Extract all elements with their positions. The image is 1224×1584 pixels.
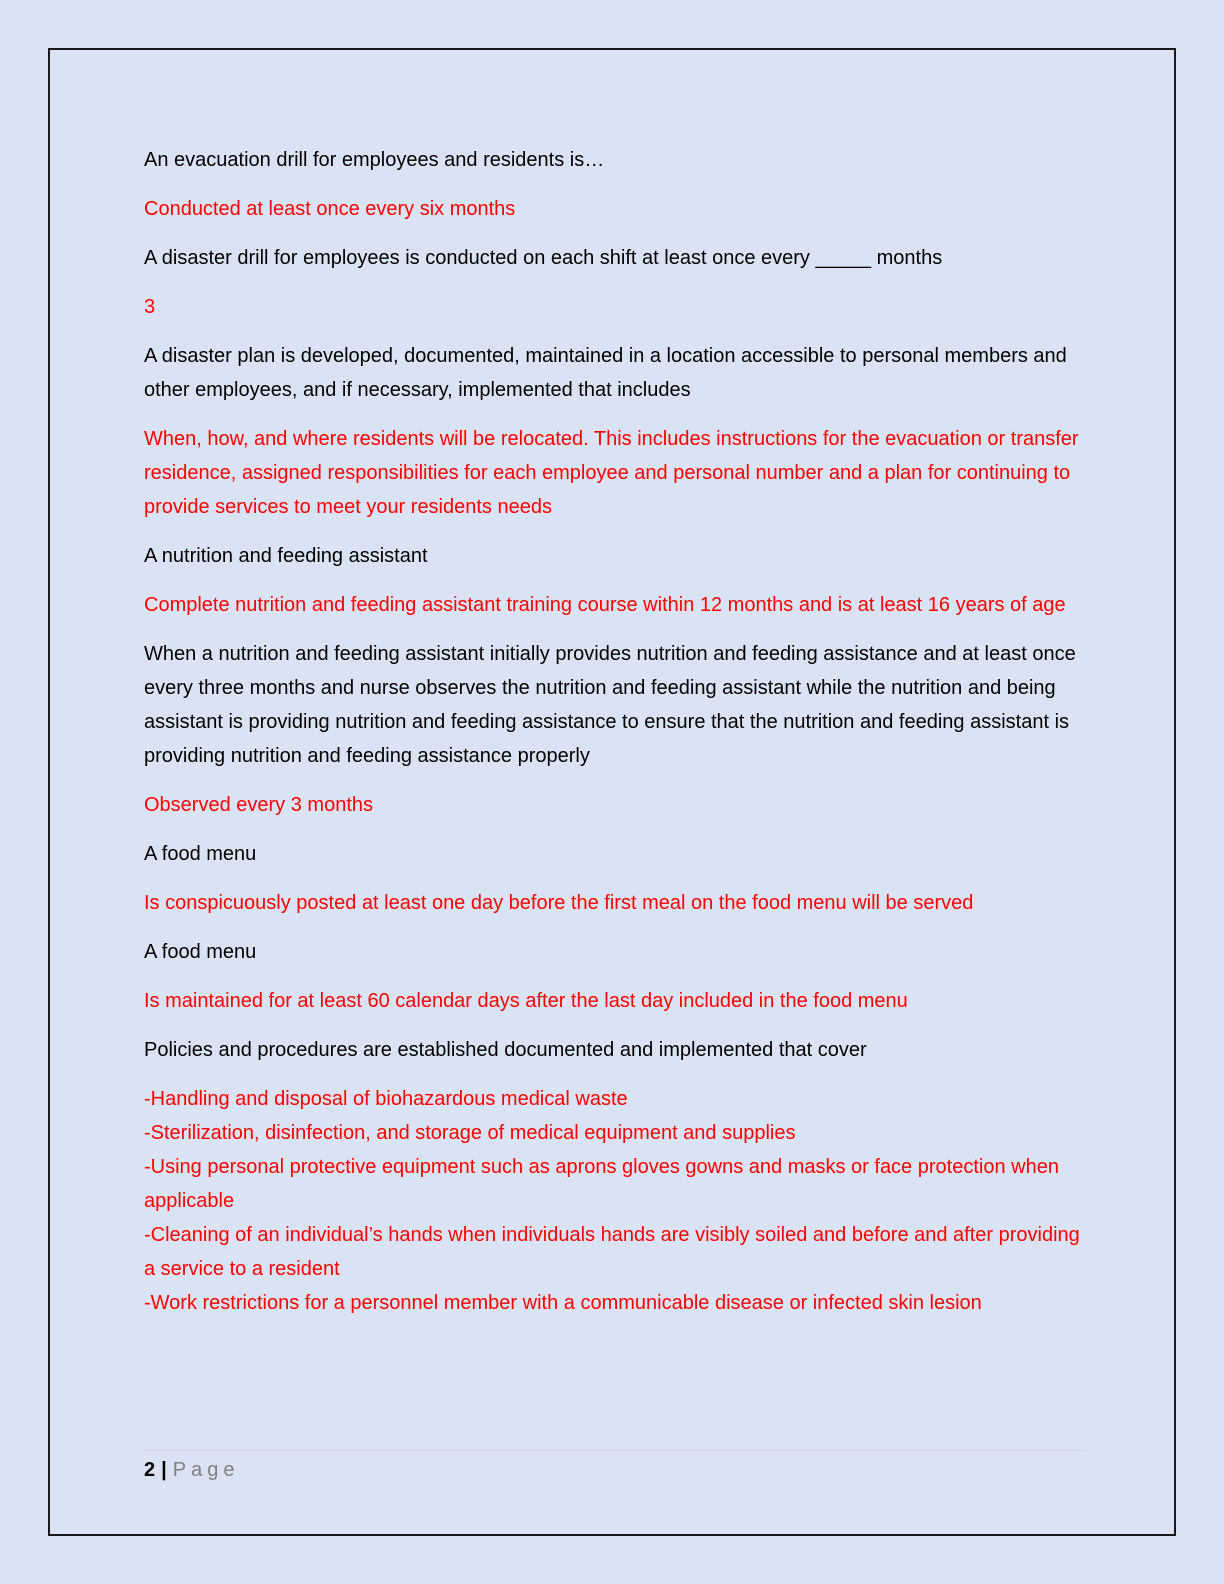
answer-6: Is conspicuously posted at least one day before the first meal on the food menu will be served <box>144 892 974 914</box>
question-7: A food menu <box>144 941 257 963</box>
footer-separator: | <box>161 1459 167 1481</box>
question-1: An evacuation drill for employees and residents is… <box>144 149 605 171</box>
page-label: Page <box>172 1459 240 1481</box>
question-4: A nutrition and feeding assistant <box>144 545 428 567</box>
policy-item: -Handling and disposal of biohazardous medical waste <box>144 1088 628 1110</box>
policy-item: -Sterilization, disinfection, and storage of medical equipment and supplies <box>144 1122 796 1144</box>
policy-item: -Work restrictions for a personnel member with a communicable disease or infected skin lesion <box>144 1292 982 1314</box>
answer-7: Is maintained for at least 60 calendar days after the last day included in the food menu <box>144 990 908 1012</box>
answer-3: When, how, and where residents will be relocated. This includes instructions for the evacuation or transfer residence, assigned responsibilities for each employee and personal number and a plan for continuing to provide services to meet your residents needs <box>144 428 1079 518</box>
question-3: A disaster plan is developed, documented, maintained in a location accessible to personal members and other employees, and if necessary, implemented that includes <box>144 345 1067 401</box>
page-number: 2 <box>144 1459 156 1481</box>
page-footer <box>144 1456 239 1484</box>
answer-5: Observed every 3 months <box>144 794 373 816</box>
answer-1: Conducted at least once every six months <box>144 198 516 220</box>
question-5: When a nutrition and feeding assistant initially provides nutrition and feeding assistance and at least once every three months and nurse observes the nutrition and feeding assistant while the nutrition and being assistant is providing nutrition and feeding assistance to ensure that the nutrition and feeding assistant is providing nutrition and feeding assistance properly <box>144 643 1076 767</box>
question-6: A food menu <box>144 843 257 865</box>
answer-4: Complete nutrition and feeding assistant training course within 12 months and is at least 16 years of age <box>144 594 1066 616</box>
answer-8-policy-list <box>144 1082 1080 1320</box>
document-body <box>144 143 1080 1335</box>
question-2: A disaster drill for employees is conducted on each shift at least once every _____ months <box>144 247 943 269</box>
question-8: Policies and procedures are established documented and implemented that cover <box>144 1039 867 1061</box>
policy-item: -Using personal protective equipment such as aprons gloves gowns and masks or face protection when applicable <box>144 1156 1059 1212</box>
answer-2: 3 <box>144 296 156 318</box>
policy-item: -Cleaning of an individual’s hands when individuals hands are visibly soiled and before and after providing a service to a resident <box>144 1224 1080 1280</box>
footer-divider <box>144 1450 1084 1451</box>
